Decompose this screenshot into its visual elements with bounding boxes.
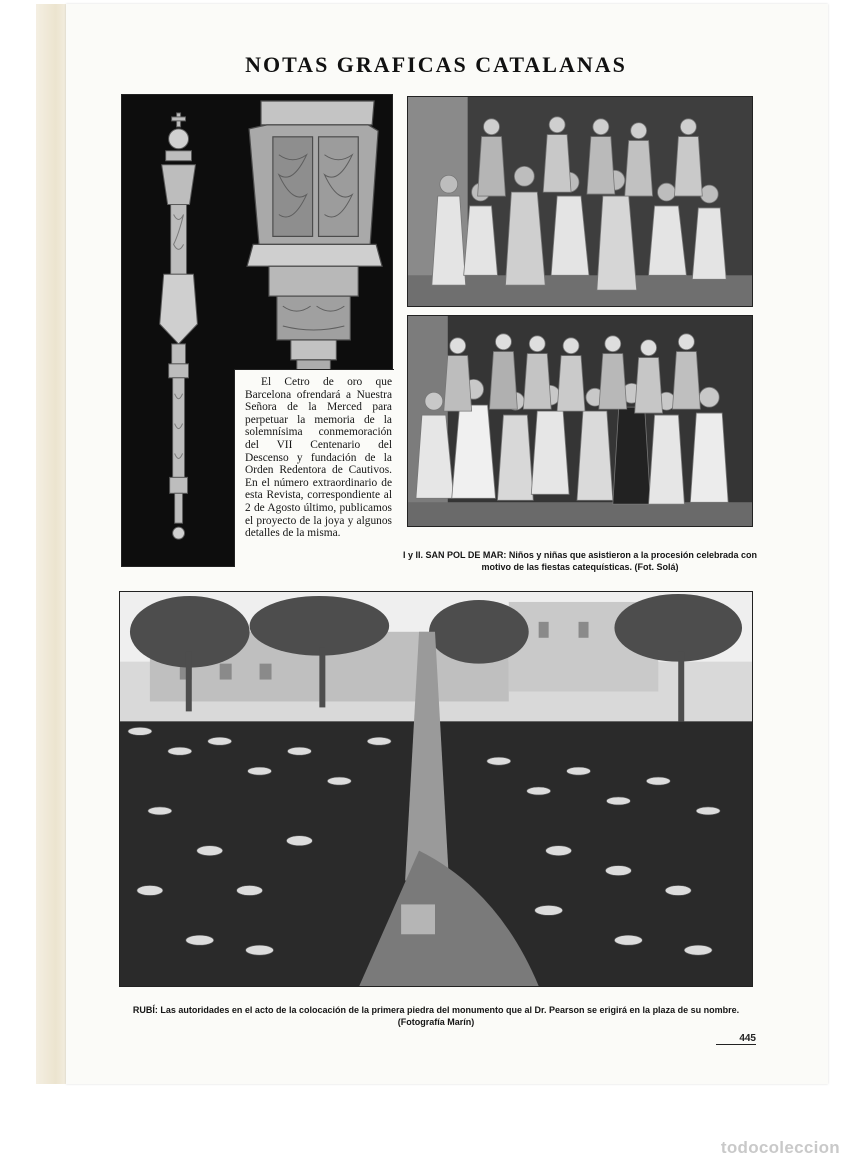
children-group-illustration-one: [408, 97, 752, 306]
scepter-caption-box: [234, 369, 394, 567]
children-group-illustration-two: [408, 316, 752, 526]
page-title: NOTAS GRAFICAS CATALANAS: [245, 52, 627, 77]
watermark-logo: todocoleccion: [720, 1138, 840, 1157]
children-photo-one: [407, 96, 753, 307]
scepter-caption: El Cetro de oro que Barcelona ofrendará a Nuestra Señora de la Merced para perpetuar la memoria de la solemnísima conmemoración del VII Centenario del Descenso y fundación de la Orden Redentora de Cautivos. En el número extraordinario de esta Revista, correspondiente al 2 de Agosto último, publicamos el proyecto de la joya y algunos detalles de la misma.: [245, 376, 392, 540]
rubi-ceremony-photo: [119, 591, 753, 987]
children-photo-two: [407, 315, 753, 527]
crowd-illustration: [120, 592, 752, 986]
children-photos-caption: I y II. SAN POL DE MAR: Niños y niñas que asistieron a la procesión celebrada con motivo de las fiestas catequísticas. (Fot. Solá): [403, 550, 757, 572]
page-number: 445: [716, 1033, 756, 1045]
rubi-photo-caption: RUBÍ: Las autoridades en el acto de la colocación de la primera piedra del monumento que al Dr. Pearson se erigirá en la plaza de su nombre. (Fotografía Marín): [132, 1005, 740, 1027]
